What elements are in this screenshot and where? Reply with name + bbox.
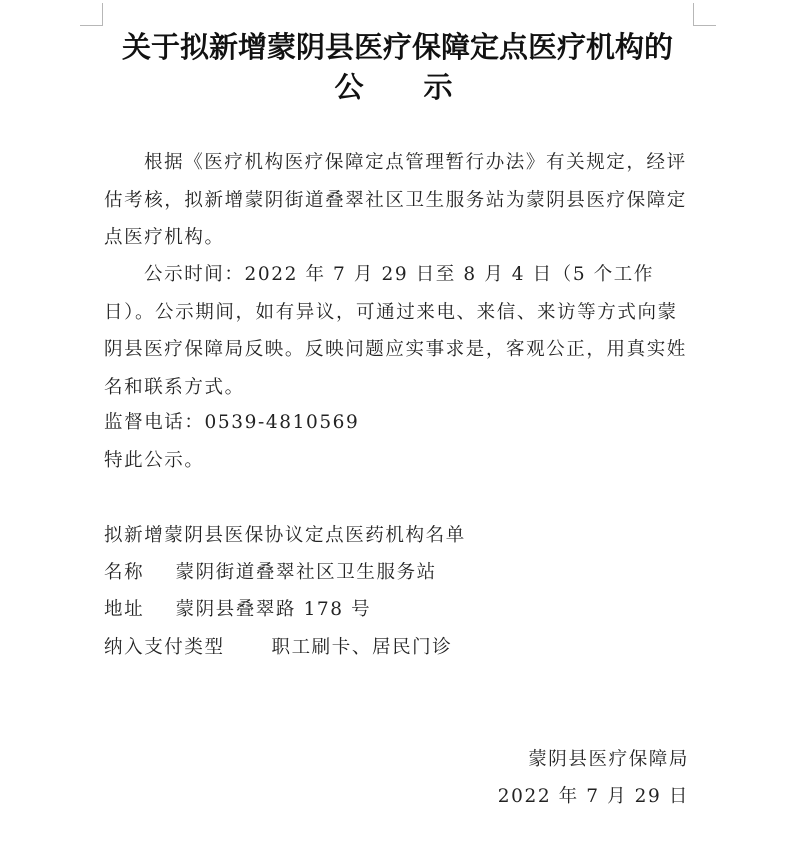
page-corner-mark-right: [693, 3, 716, 26]
body-paragraph-2: 公示时间：2022 年 7 月 29 日至 8 月 4 日（5 个工作日）。公示期间，如有异议，可通过来电、来信、来访等方式向蒙阴县医疗保障局反映。反映问题应实事求是，客观公正，用真实姓名和联系方式。: [104, 264, 687, 398]
institution-name-row: [104, 554, 437, 592]
payment-value: 职工刷卡、居民门诊: [271, 637, 453, 658]
document-title-subline: 公示: [334, 70, 513, 104]
body-paragraph-1: 根据《医疗机构医疗保障定点管理暂行办法》有关规定，经评估考核，拟新增蒙阴街道叠翠社区卫生服务站为蒙阴县医疗保障定点医疗机构。: [104, 152, 687, 248]
issuing-organization: 蒙阴县医疗保障局: [528, 749, 689, 770]
page-corner-mark-left: [80, 3, 103, 26]
payment-type-row: [104, 629, 452, 667]
document-title: 关于拟新增蒙阴县医疗保障定点医疗机构的: [121, 30, 673, 64]
institution-address-row: [104, 591, 371, 629]
closing-notice: 特此公示。: [104, 450, 205, 471]
supervision-phone: 监督电话：0539-4810569: [104, 412, 360, 433]
name-value: 蒙阴街道叠翠社区卫生服务站: [175, 562, 437, 583]
payment-label: 纳入支付类型: [104, 637, 225, 658]
list-heading: 拟新增蒙阴县医保协议定点医药机构名单: [104, 525, 466, 546]
address-value: 蒙阴县叠翠路 178 号: [175, 599, 372, 620]
issue-date: 2022 年 7 月 29 日: [497, 786, 689, 807]
address-label: 地址: [104, 599, 145, 620]
name-label: 名称: [104, 562, 145, 583]
